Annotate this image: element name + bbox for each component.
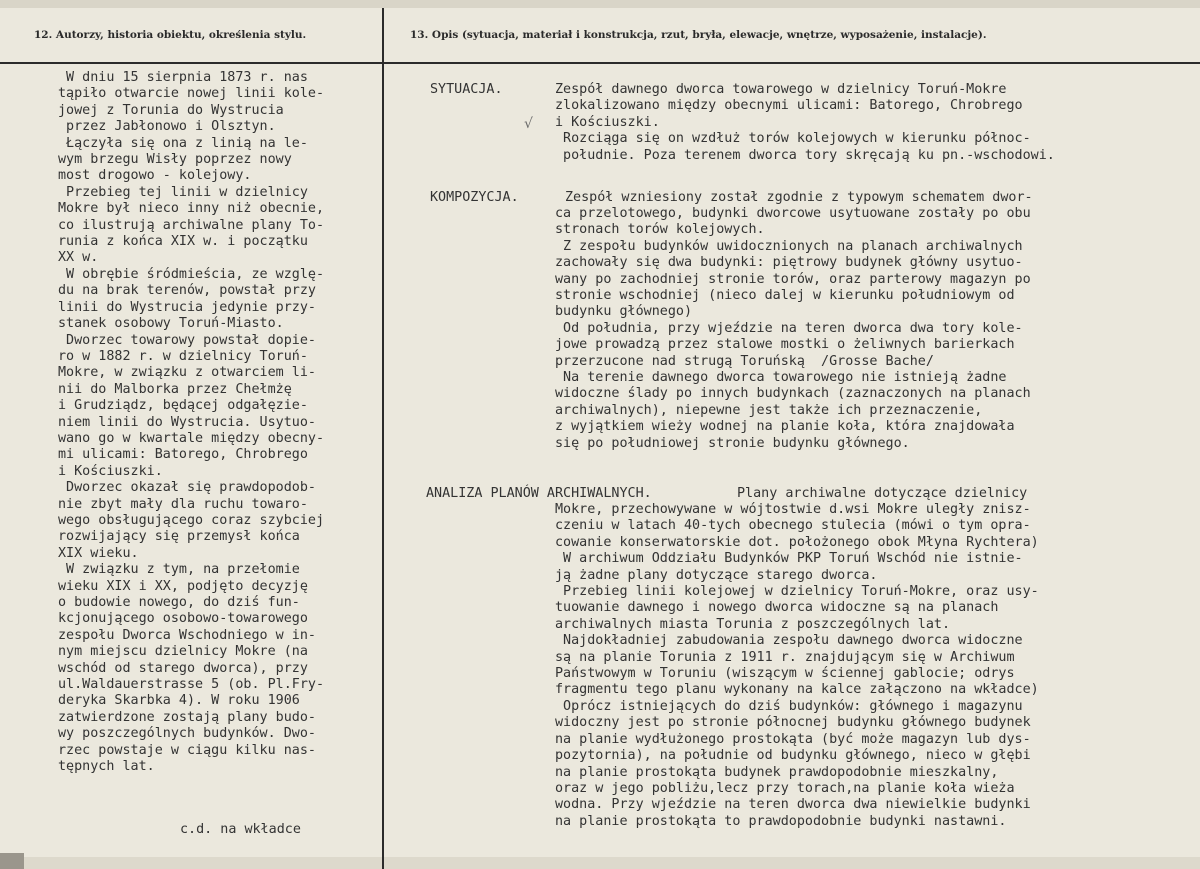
section-body-kompozycja-first-line: Zespół wzniesiony został zgodnie z typowym schematem dwor- (565, 190, 1033, 205)
paper-edge-bottom (0, 857, 1200, 869)
section-body-sytuacja: Zespół dawnego dworca towarowego w dzielnicy Toruń-Mokre zlokalizowano między obecnymi ulicami: Batorego, Chrobrego i Kościuszki. Rozciąga się on wzdłuż torów kolejowych w kierunku północ- południe. Poza terenem dworca tory skręcają ku pn.-wschodowi. (555, 82, 1055, 163)
corner-mark (0, 853, 24, 869)
column-header-13: 13. Opis (sytuacja, materiał i konstrukcja, rzut, bryła, elewacje, wnętrze, wyposażenie, instalacje). (410, 29, 987, 41)
section-body-analiza: Mokre, przechowywane w wójtostwie d.wsi Mokre uległy znisz- czeniu w latach 40-tych obecnego stulecia (mówi o tym opra- cowanie konserwatorskie dot. położonego obok Młyna Rychtera) W archiwum Oddziału Budynków PKP Toruń Wschód nie istnie- ją żadne plany dotyczące starego dworca. Przebieg linii kolejowej w dzielnicy Toruń-Mokre, oraz usy- tuowanie dawnego i nowego dworca widoczne są na planach archiwalnych miasta Torunia z poszczególnych lat. Najdokładniej zabudowania zespołu dawnego dworca widoczne są na planie Torunia z 1911 r. znajdującym się w Archiwum Państwowym w Toruniu (wiszącym w ściennej gablocie; odrys fragmentu tego planu wykonany na kalce załączono na wkładce) Oprócz istniejących do dziś budynków: głównego i magazynu widoczny jest po stronie północnej budynku głównego budynek na planie wydłużonego prostokąta (być może magazyn lub dys- pozytornia), na południe od budynku głównego, nieco w głębi na planie prostokąta budynek prawdopodobnie mieszkalny, oraz w jego pobliżu,lecz przy torach,na planie koła wieża wodna. Przy wjeździe na teren dworca dwa niewielkie budynki na planie prostokąta to prawdopodobnie budynki nastawni. (555, 502, 1039, 829)
section-heading-kompozycja: KOMPOZYCJA. (430, 190, 519, 205)
header-divider-line (0, 62, 1200, 64)
paper-edge-top (0, 0, 1200, 8)
section-body-analiza-first-line: Plany archiwalne dotyczące dzielnicy (737, 486, 1028, 501)
column-divider-line (382, 8, 384, 869)
check-mark: √ (524, 116, 533, 132)
section-heading-analiza: ANALIZA PLANÓW ARCHIWALNYCH. (426, 486, 652, 501)
section-body-kompozycja: ca przelotowego, budynki dworcowe usytuowane zostały po obu stronach torów kolejowych. Z zespołu budynków uwidocznionych na planach archiwalnych zachowały się dwa budynki: piętrowy budynek główny usytuo- wany po zachodniej stronie torów, oraz parterowy magazyn po stronie wschodniej (nieco dalej w kierunku południowym od budynku głównego) Od południa, przy wjeździe na teren dworca dwa tory kole- jowe prowadzą przez stalowe mostki o żeliwnych barierkach przerzucone nad strugą Toruńską /Grosse Bache/ Na terenie dawnego dworca towarowego nie istnieją żadne widoczne ślady po innych budynkach (zaznaczonych na planach archiwalnych), niepewne jest także ich przeznaczenie, z wyjątkiem wieży wodnej na planie koła, która znajdowała się po południowej stronie budynku głównego. (555, 206, 1031, 451)
column-header-12: 12. Autorzy, historia obiektu, określenia stylu. (34, 29, 307, 41)
continued-note: c.d. na wkładce (180, 822, 301, 837)
section-heading-sytuacja: SYTUACJA. (430, 82, 503, 97)
history-text: W dniu 15 sierpnia 1873 r. nas tąpiło otwarcie nowej linii kole- jowej z Torunia do Wystrucia przez Jabłonowo i Olsztyn. Łączyła się ona z linią na le- wym brzegu Wisły poprzez nowy most drogowo - kolejowy. Przebieg tej linii w dzielnicy Mokre był nieco inny niż obecnie, co ilustrują archiwalne plany To- runia z końca XIX w. i początku XX w. W obrębie śródmieścia, ze wzglę- du na brak terenów, powstał przy linii do Wystrucia jedynie przy- stanek osobowy Toruń-Miasto. Dworzec towarowy powstał dopie- ro w 1882 r. w dzielnicy Toruń- Mokre, w związku z otwarciem li- nii do Malborka przez Chełmżę i Grudziądz, będącej odgałęzie- niem linii do Wystrucia. Usytuo- wano go w kwartale między obecny- mi ulicami: Batorego, Chrobrego i Kościuszki. Dworzec okazał się prawdopodob- nie zbyt mały dla ruchu towaro- wego obsługującego coraz szybciej rozwijający się przemysł końca XIX wieku. W związku z tym, na przełomie wieku XIX i XX, podjęto decyzję o budowie nowego, do dziś fun- kcjonującego osobowo-towarowego zespołu Dworca Wschodniego w in- nym miejscu dzielnicy Mokre (na wschód od starego dworca), przy ul.Waldauerstrasse 5 (ob. Pl.Fry- deryka Skarbka 4). W roku 1906 zatwierdzone zostają plany budo- wy poszczególnych budynków. Dwo- rzec powstaje w ciągu kilku nas- tępnych lat. (58, 70, 325, 775)
